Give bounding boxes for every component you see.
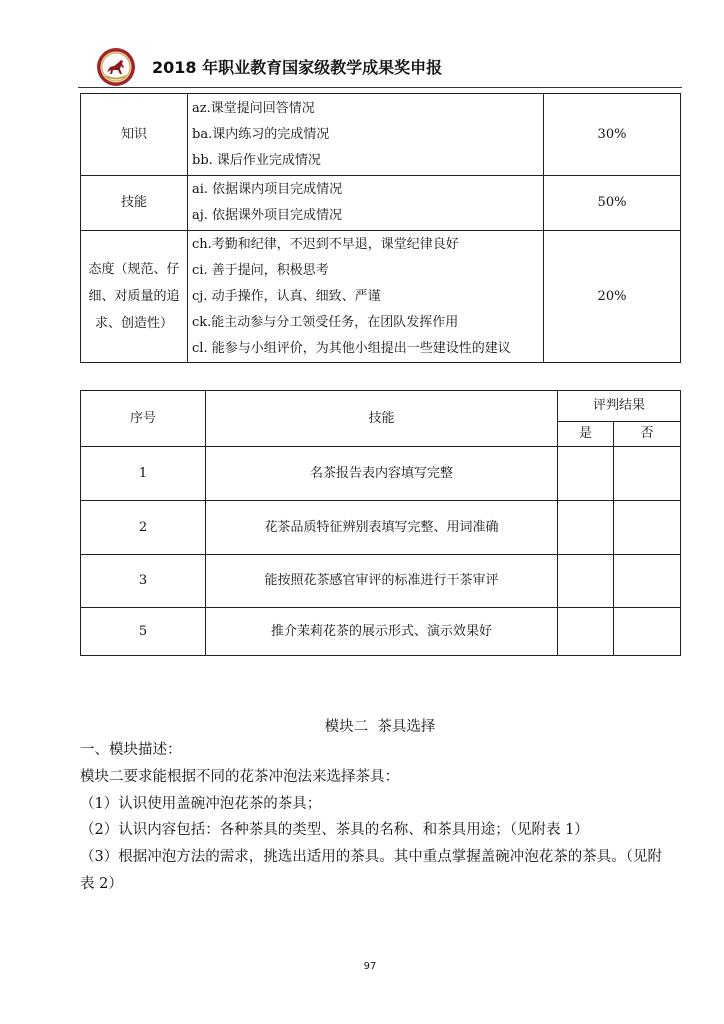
evaluation-table bbox=[80, 93, 681, 363]
paragraph-line: 模块二要求能根据不同的花茶冲泡法来选择茶具： bbox=[80, 769, 399, 785]
header-no: 否 bbox=[614, 422, 681, 447]
row-number: 5 bbox=[81, 608, 206, 656]
paragraph-line: （2）认识内容包括：各种茶具的类型、茶具的名称、和茶具用途；（见附表 1） bbox=[80, 822, 589, 839]
row-number: 3 bbox=[81, 555, 206, 608]
criteria-item: cj. 动手操作，认真、细致、严谨 bbox=[192, 288, 381, 304]
header-skill: 技能 bbox=[206, 391, 558, 447]
row-yes-cell bbox=[558, 501, 614, 555]
criteria-item: bb. 课后作业完成情况 bbox=[192, 152, 321, 168]
document-title: 2018 年职业教育国家级教学成果奖申报 bbox=[152, 58, 443, 77]
evaluation-row bbox=[81, 231, 681, 363]
evaluation-row bbox=[81, 94, 681, 176]
criteria-item: az.课堂提问回答情况 bbox=[192, 100, 315, 116]
row-no-cell bbox=[614, 447, 681, 501]
category-label: 态度（规范、仔 bbox=[88, 262, 180, 277]
evaluation-row bbox=[81, 176, 681, 231]
paragraph-line: 表 2） bbox=[80, 875, 123, 892]
weight-value: 30% bbox=[597, 126, 627, 142]
row-skill: 名茶报告表内容填写完整 bbox=[206, 447, 558, 501]
criteria-item: aj. 依据课外项目完成情况 bbox=[192, 208, 343, 223]
module-title: 模块二 茶具选择 bbox=[324, 719, 436, 735]
category-cell bbox=[81, 94, 188, 176]
row-no-cell bbox=[614, 501, 681, 555]
criteria-cell bbox=[188, 231, 544, 363]
header-number: 序号 bbox=[81, 391, 206, 447]
row-no-cell bbox=[614, 555, 681, 608]
paragraph-line: （1）认识使用盖碗冲泡花茶的茶具； bbox=[80, 795, 322, 812]
category-label: 知识 bbox=[120, 126, 147, 142]
header-result: 评判结果 bbox=[558, 391, 681, 422]
weight-cell bbox=[544, 231, 681, 363]
table-row bbox=[81, 555, 681, 608]
section-heading: 一、模块描述： bbox=[80, 742, 182, 758]
category-cell bbox=[81, 231, 188, 363]
row-yes-cell bbox=[558, 555, 614, 608]
criteria-item: ch.考勤和纪律，不迟到不早退，课堂纪律良好 bbox=[192, 236, 459, 252]
criteria-item: ci. 善于提问，积极思考 bbox=[192, 262, 329, 278]
weight-cell bbox=[544, 94, 681, 176]
category-label: 求、创造性） bbox=[94, 316, 173, 331]
row-skill: 花茶品质特征辨别表填写完整、用词准确 bbox=[206, 501, 558, 555]
row-yes-cell bbox=[558, 608, 614, 656]
weight-cell bbox=[544, 176, 681, 231]
page-number: 97 bbox=[363, 961, 377, 972]
criteria-item: ck.能主动参与分工领受任务，在团队发挥作用 bbox=[192, 314, 459, 330]
criteria-cell bbox=[188, 176, 544, 231]
school-logo-icon bbox=[96, 47, 136, 87]
criteria-cell bbox=[188, 94, 544, 176]
module-description bbox=[80, 764, 680, 898]
category-label: 细、对质量的追 bbox=[88, 289, 180, 304]
category-label: 技能 bbox=[120, 195, 147, 210]
row-skill: 推介茉莉花茶的展示形式、演示效果好 bbox=[206, 608, 558, 656]
criteria-item: ai. 依据课内项目完成情况 bbox=[192, 182, 343, 197]
row-no-cell bbox=[614, 608, 681, 656]
criteria-item: ba.课内练习的完成情况 bbox=[192, 126, 330, 142]
header-divider bbox=[78, 87, 682, 88]
row-number: 2 bbox=[81, 501, 206, 555]
table-row bbox=[81, 501, 681, 555]
criteria-item: cl. 能参与小组评价，为其他小组提出一些建设性的建议 bbox=[192, 340, 511, 356]
row-number: 1 bbox=[81, 447, 206, 501]
category-cell bbox=[81, 176, 188, 231]
table-row bbox=[81, 608, 681, 656]
paragraph-line: （3）根据冲泡方法的需求，挑选出适用的茶具。其中重点掌握盖碗冲泡花茶的茶具。（见附 bbox=[80, 849, 662, 866]
table-row bbox=[81, 447, 681, 501]
header-yes: 是 bbox=[558, 422, 614, 447]
weight-value: 50% bbox=[597, 195, 627, 210]
skills-table bbox=[80, 390, 681, 656]
row-yes-cell bbox=[558, 447, 614, 501]
table-header-row bbox=[81, 391, 681, 422]
row-skill: 能按照花茶感官审评的标准进行干茶审评 bbox=[206, 555, 558, 608]
weight-value: 20% bbox=[597, 288, 627, 304]
